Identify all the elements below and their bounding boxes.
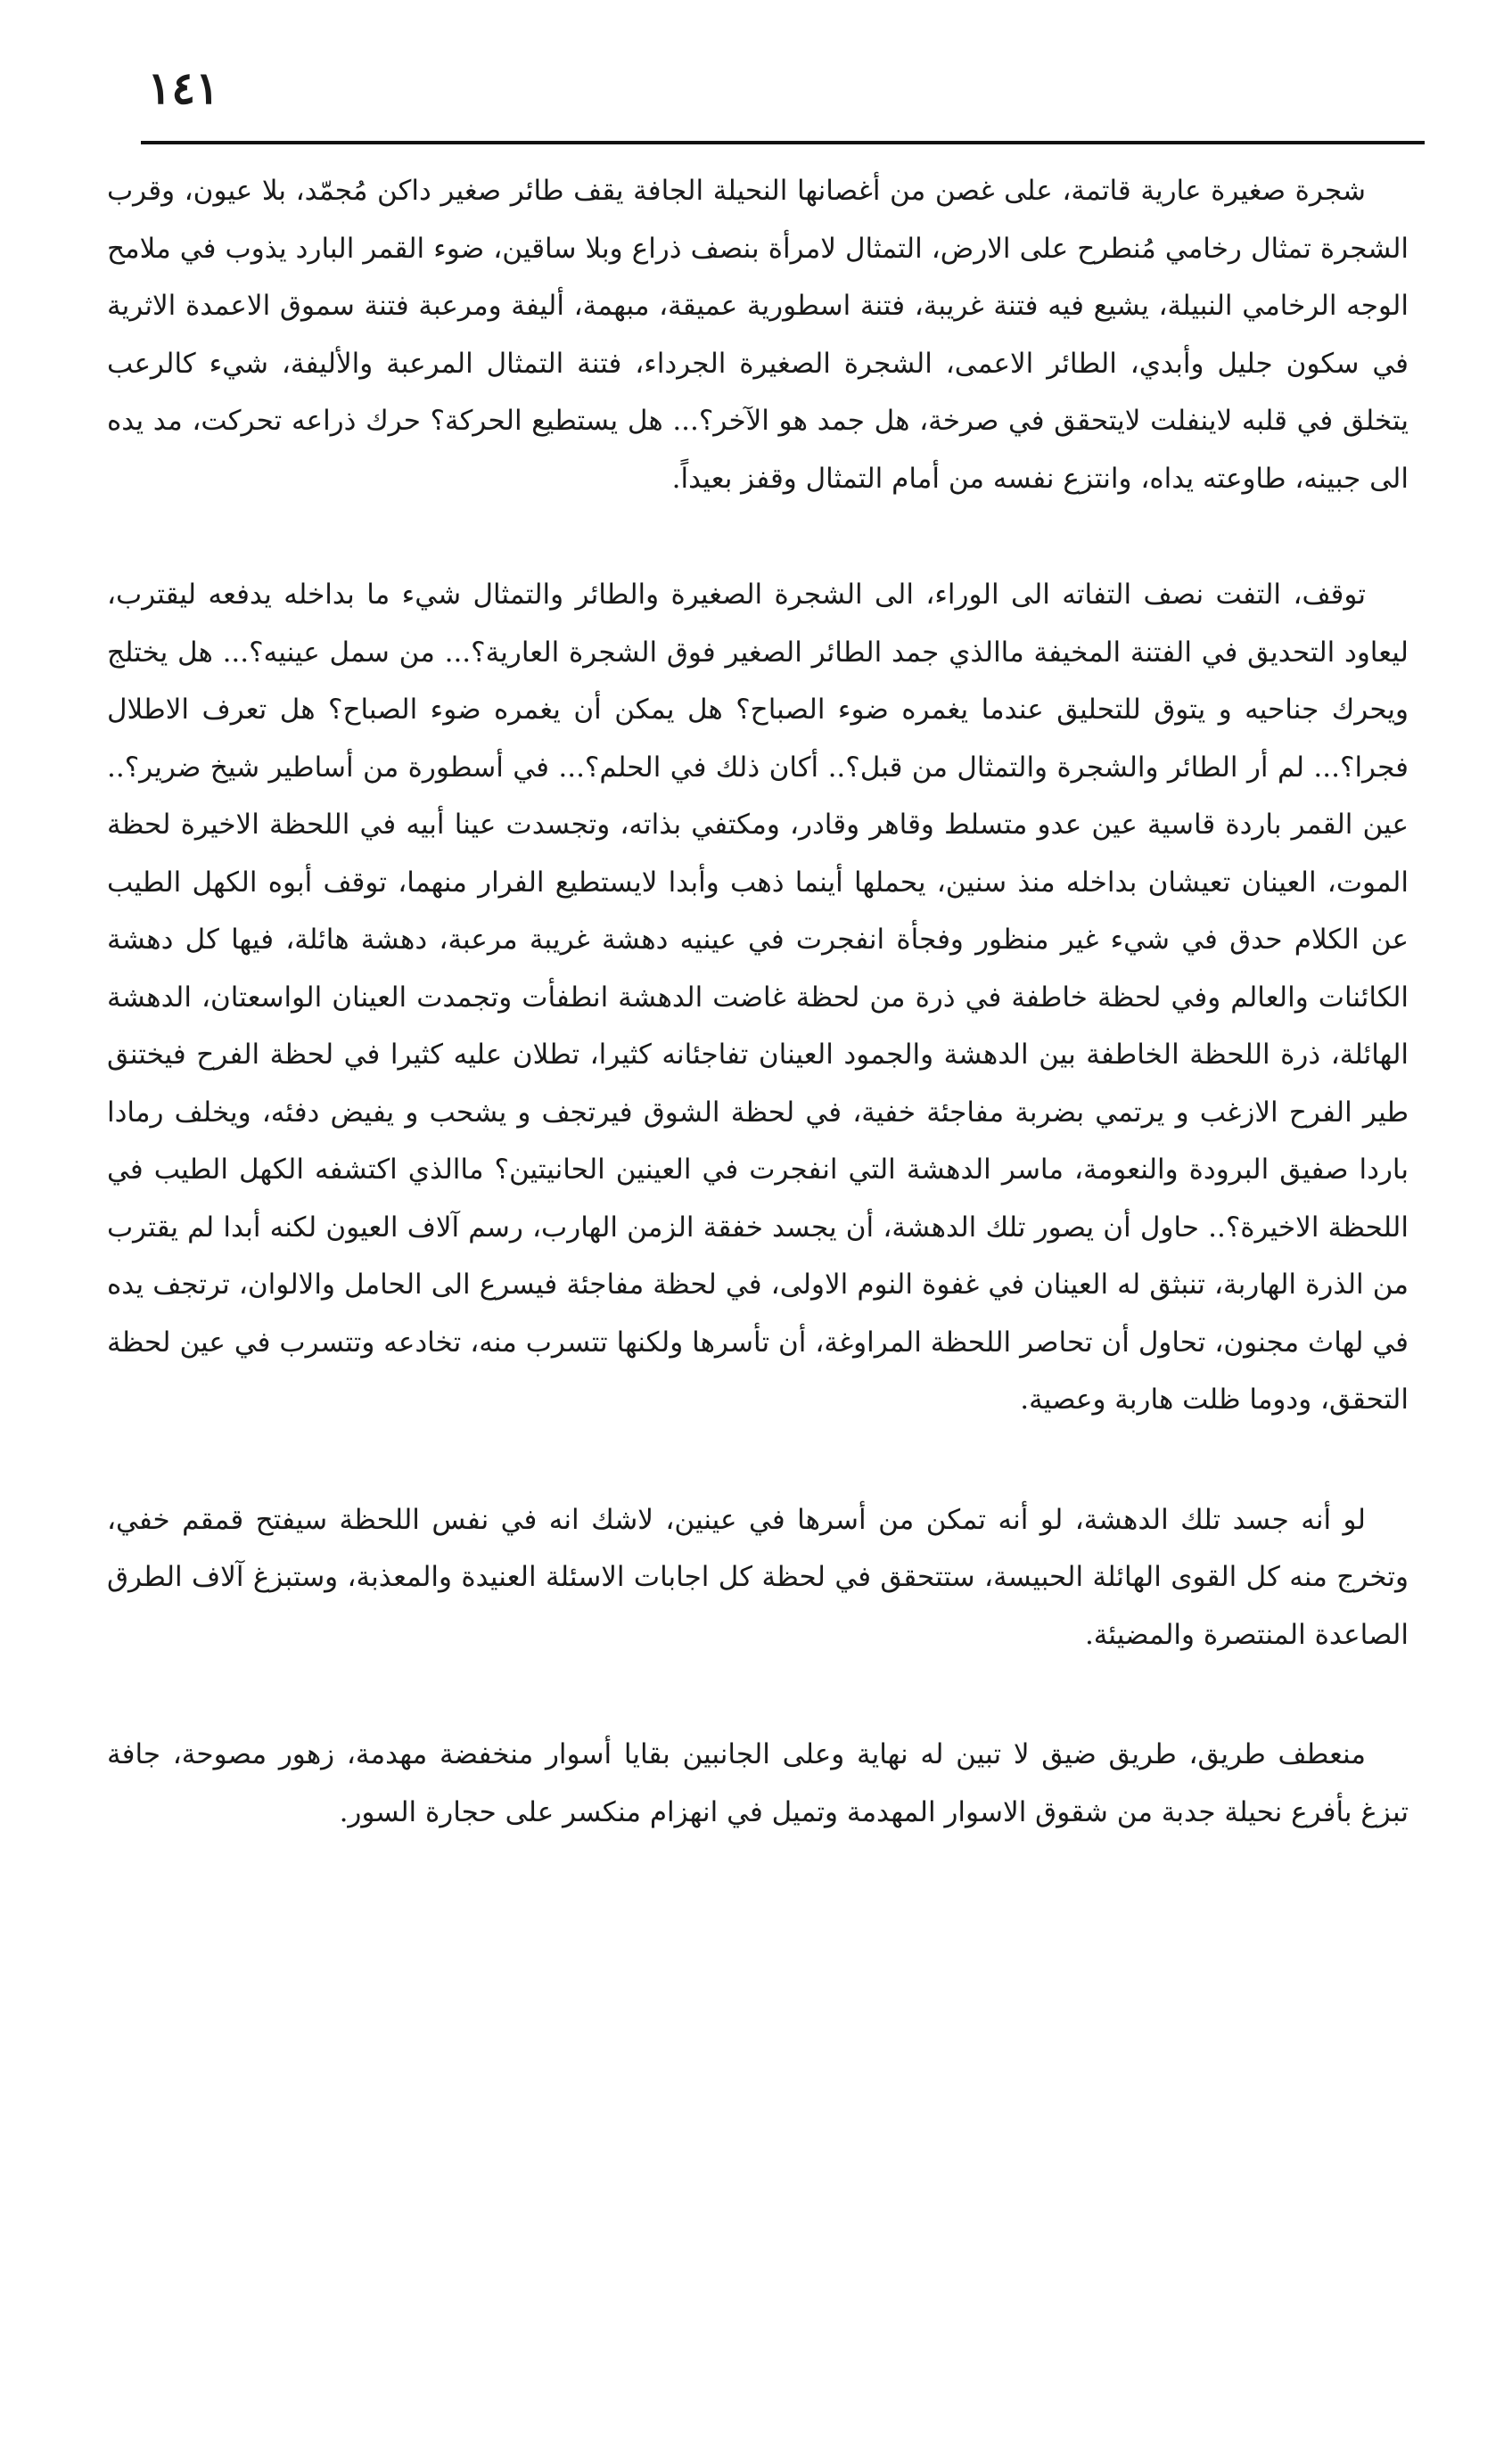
page-body [107,162,1409,1841]
paragraph-2: توقف، التفت نصف التفاته الى الوراء، الى الشجرة الصغيرة والطائر والتمثال شيء ما بداخله يدفعه ليقترب، ليعاود التحديق في الفتنة المخيفة ماالذي جمد الطائر الصغير فوق الشجرة العارية؟... من سمل عينيه؟... هل يختلج ويحرك جناحيه و يتوق للتحليق عندما يغمره ضوء الصباح؟ هل يمكن أن يغمره ضوء الصباح؟ هل تعرف الاطلال فجرا؟... لم أر الطائر والشجرة والتمثال من قبل؟.. أكان ذلك في الحلم؟... في أسطورة من أساطير شيخ ضرير؟.. عين القمر باردة قاسية عين عدو متسلط وقاهر وقادر، ومكتفي بذاته، وتجسدت عينا أبيه في اللحظة الاخيرة لحظة الموت، العينان تعيشان بداخله منذ سنين، يحملها أينما ذهب وأبدا لايستطيع الفرار منهما، توقف أبوه الكهل الطيب عن الكلام حدق في شيء غير منظور وفجأة انفجرت في عينيه دهشة غريبة مرعبة، دهشة هائلة، فيها كل دهشة الكائنات والعالم وفي لحظة خاطفة في ذرة من لحظة غاضت الدهشة انطفأت وتجمدت العينان الواسعتان، الدهشة الهائلة، ذرة اللحظة الخاطفة بين الدهشة والجمود العينان تفاجئانه كثيرا، تطلان عليه كثيرا في لحظة الفرح فيختنق طير الفرح الازغب و يرتمي بضربة مفاجئة خفية، في لحظة الشوق فيرتجف و يشحب و يفيض دفئه، ويخلف رمادا باردا صفيق البرودة والنعومة، ماسر الدهشة التي انفجرت في العينين الحانيتين؟ ماالذي اكتشفه الكهل الطيب في اللحظة الاخيرة؟.. حاول أن يصور تلك الدهشة، أن يجسد خفقة الزمن الهارب، رسم آلاف العيون لكنه أبدا لم يقترب من الذرة الهاربة، تنبثق له العينان في غفوة النوم الاولى، في لحظة مفاجئة فيسرع الى الحامل والالوان، ترتجف يده في لهاث مجنون، تحاول أن تحاصر اللحظة المراوغة، أن تأسرها ولكنها تتسرب منه، تخادعه وتتسرب في عين لحظة التحقق، ودوما ظلت هاربة وعصية. [107,579,1409,1416]
page-number: ١٤١ [147,62,219,114]
paragraph-1: شجرة صغيرة عارية قاتمة، على غصن من أغصانها النحيلة الجافة يقف طائر صغير داكن مُجمّد، بلا عيون، وقرب الشجرة تمثال رخامي مُنطرح على الارض، التمثال لامرأة بنصف ذراع وبلا ساقين، ضوء القمر البارد يذوب في ملامح الوجه الرخامي النبيلة، يشيع فيه فتنة غريبة، فتنة اسطورية عميقة، مبهمة، أليفة ومرعبة فتنة سموق الاعمدة الاثرية في سكون جليل وأبدي، الطائر الاعمى، الشجرة الصغيرة الجرداء، فتنة التمثال المرعبة والأليفة، شيء كالرعب يتخلق في قلبه لاينفلت لايتحقق في صرخة، هل جمد هو الآخر؟... هل يستطيع الحركة؟ حرك ذراعه تحركت، مد يده الى جبينه، طاوعته يداه، وانتزع نفسه من أمام التمثال وقفز بعيداً. [107,175,1409,495]
header-rule [141,141,1425,144]
paragraph-4: منعطف طريق، طريق ضيق لا تبين له نهاية وعلى الجانبين بقايا أسوار منخفضة مهدمة، زهور مصوحة، جافة تبزغ بأفرع نحيلة جدبة من شقوق الاسوار المهدمة وتميل في انهزام منكسر على حجارة السور. [107,1738,1409,1828]
paragraph-3: لو أنه جسد تلك الدهشة، لو أنه تمكن من أسرها في عينين، لاشك انه في نفس اللحظة سيفتح قمقم خفي، وتخرج منه كل القوى الهائلة الحبيسة، ستتحقق في لحظة كل اجابات الاسئلة العنيدة والمعذبة، وستبزغ آلاف الطرق الصاعدة المنتصرة والمضيئة. [107,1503,1409,1651]
